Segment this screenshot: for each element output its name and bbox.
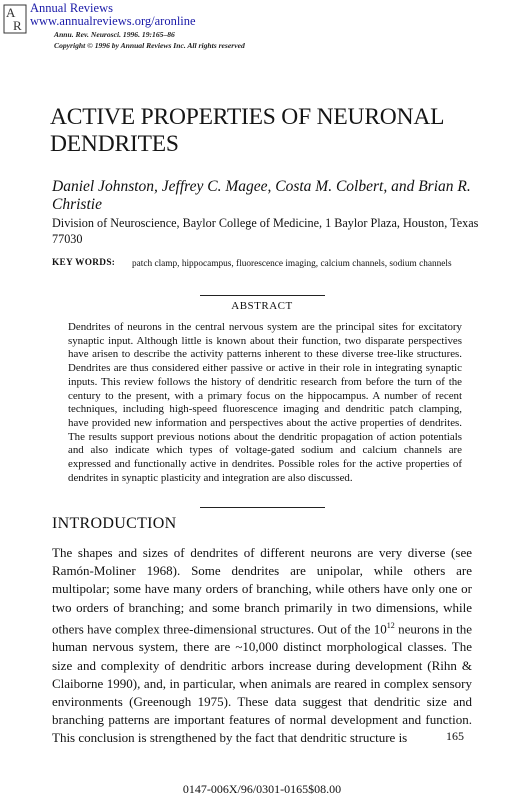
intro-superscript: 12 xyxy=(386,620,395,630)
keywords-list: patch clamp, hippocampus, fluorescence imaging, calcium channels, sodium channels xyxy=(132,259,452,269)
abstract-bottom-rule xyxy=(200,507,325,508)
annual-reviews-logo-icon xyxy=(3,4,27,34)
copyright-notice: Copyright © 1996 by Annual Reviews Inc. All rights reserved xyxy=(54,41,245,50)
citation-block xyxy=(54,29,245,51)
svg-text:A: A xyxy=(6,5,16,20)
introduction-text xyxy=(52,544,472,748)
svg-text:R: R xyxy=(13,18,22,33)
author-affiliation: Division of Neuroscience, Baylor College of Medicine, 1 Baylor Plaza, Houston, Texas 77030 xyxy=(52,216,479,246)
keywords-label: KEY WORDS: xyxy=(52,258,116,268)
journal-citation: Annu. Rev. Neurosci. 1996. 19:165–86 xyxy=(54,30,175,39)
intro-text-part1: The shapes and sizes of dendrites of different neurons are very diverse (see Ramón-Moliner 1968). Some dendrites are unipolar, while others are multipolar; some have many orders of branching, while others have only one or two orders of branching; and some branch primarily in two dimensions, while others have complex three-dimensional structures. Out of the 10 xyxy=(52,545,472,637)
publisher-url[interactable]: www.annualreviews.org/aronline xyxy=(30,14,196,28)
introduction-heading: INTRODUCTION xyxy=(52,515,177,532)
abstract-text: Dendrites of neurons in the central nervous system are the principal sites for excitatory synaptic input. Although little is known about their function, two disparate perspectives have arisen to describe the activity patterns inherent to these diverse tree-like structures. Dendrites are thus considered either passive or active in their role in integrating synaptic inputs. This review follows the history of dendritic research from before the turn of the century to the present, with a primary focus on the hippocampus. A number of recent techniques, including high-speed fluorescence imaging and dendritic patch clamping, have provided new information and perspectives about the active properties of dendrites. The results support previous notions about the dendritic propagation of action potentials and also indicate which types of voltage-gated sodium and calcium channels are expressed and functionally active in dendrites. Possible roles for the active properties of dendrites in synaptic plasticity and integration are also discussed. xyxy=(68,321,462,484)
publisher-name: Annual Reviews xyxy=(30,1,113,15)
publisher-header xyxy=(30,2,196,28)
intro-text-part2: neurons in the human nervous system, there are ~10,000 distinct morphological classes. The size and complexity of dendritic arbors increase during development (Rihn & Claiborne 1990), and, in particular, when animals are reared in complex sensory environments (Greenough 1975). These data suggest that dendritic size and branching patterns are important features of normal development and function. This conclusion is strengthened by the fact that dendritic structure is xyxy=(52,621,472,746)
article-code: 0147-006X/96/0301-0165$08.00 xyxy=(182,782,342,796)
abstract-top-rule xyxy=(200,295,325,296)
page-number: 165 xyxy=(446,729,464,743)
abstract-heading: ABSTRACT xyxy=(231,300,293,312)
author-list: Daniel Johnston, Jeffrey C. Magee, Costa M. Colbert, and Brian R. Christie xyxy=(52,178,471,213)
article-title: ACTIVE PROPERTIES OF NEURONAL DENDRITES xyxy=(50,104,444,157)
